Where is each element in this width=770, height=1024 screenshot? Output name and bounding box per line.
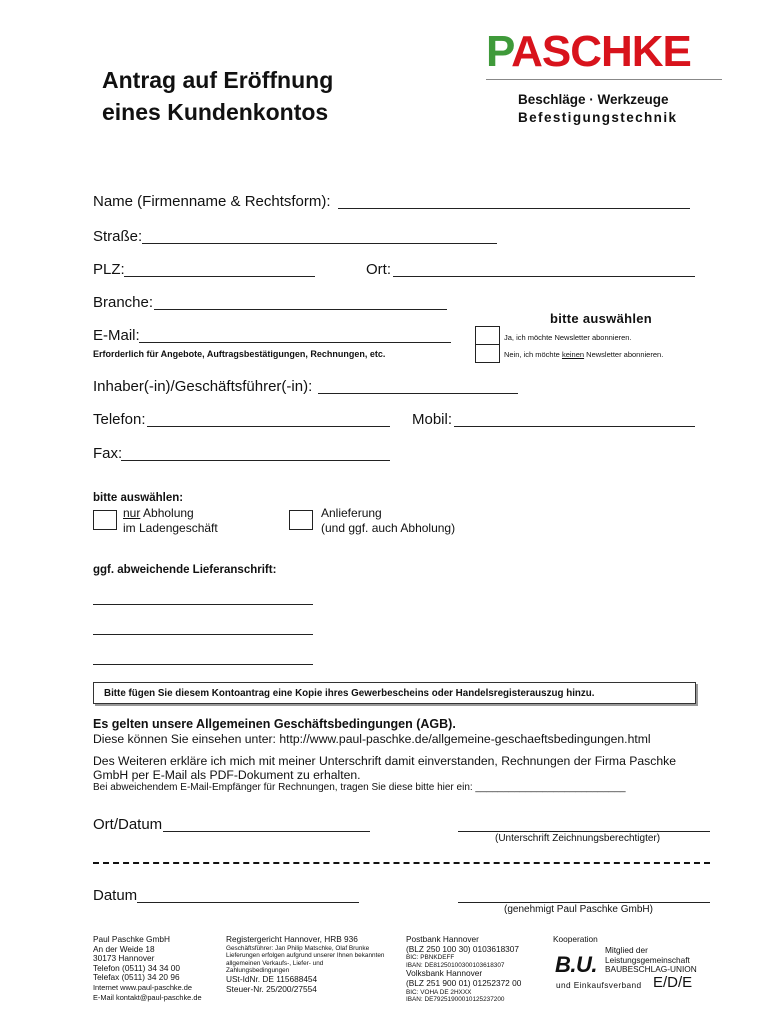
footer-street: An der Weide 18 — [93, 943, 155, 954]
label-inhaber: Inhaber(-in)/Geschäftsführer(-in): — [93, 378, 313, 395]
branche-field[interactable] — [154, 309, 447, 310]
footer-bank1-iban: IBAN: DE81250100300103618307 — [406, 961, 505, 969]
cut-divider — [93, 862, 710, 864]
tagline-2: Befestigungstechnik — [518, 110, 678, 125]
ort-datum-label: Ort/Datum — [93, 816, 163, 833]
footer-bank2-name: Volksbank Hannover — [406, 968, 483, 979]
label-strasse: Straße: — [93, 228, 143, 245]
label-ort: Ort: — [366, 261, 391, 278]
footer-bank1-bic: BIC: PBNKDEFF — [406, 954, 455, 962]
label-mobil: Mobil: — [412, 411, 453, 428]
footer-steuer: Steuer-Nr. 25/200/27554 — [226, 983, 317, 994]
company-signature-caption: (genehmigt Paul Paschke GmbH) — [504, 904, 653, 915]
footer-email: E-Mail kontakt@paul-paschke.de — [93, 992, 202, 1002]
telefon-field[interactable] — [147, 426, 390, 427]
inhaber-field[interactable] — [318, 393, 518, 394]
datum-field[interactable] — [137, 902, 359, 903]
footer-bu-text — [605, 946, 697, 975]
newsletter-yes-checkbox[interactable] — [475, 326, 500, 345]
notice-text: Bitte fügen Sie diesem Kontoantrag eine Kopie ihres Gewerbescheins oder Handelsregisterauszug hinzu. — [104, 688, 595, 699]
agb-heading: Es gelten unsere Allgemeinen Geschäftsbedingungen (AGB). — [93, 717, 456, 731]
alt-address-heading: ggf. abweichende Lieferanschrift: — [93, 564, 277, 576]
newsletter-yes-label: Ja, ich möchte Newsletter abonnieren. — [504, 333, 632, 342]
newsletter-no-keinen: keinen — [561, 350, 585, 359]
footer-city: 30173 Hannover — [93, 953, 155, 964]
footer-bu-line1: Mitglied der — [605, 945, 648, 955]
alt-address-line-2[interactable] — [93, 634, 313, 635]
delivery-shipping-line1: Anlieferung — [321, 506, 382, 520]
name-field[interactable] — [338, 208, 690, 209]
label-plz: PLZ: — [93, 261, 125, 278]
delivery-pickup-line2: im Ladengeschäft — [123, 521, 218, 535]
footer-register-small-4: Zahlungsbedingungen — [226, 967, 290, 975]
footer-register-small-1: Geschäftsführer: Jan Philip Matschke, Olaf Brunke — [226, 944, 370, 952]
newsletter-heading: bitte auswählen — [550, 311, 653, 326]
pdf-consent-line3: Bei abweichendem E-Mail-Empfänger für Rechnungen, tragen Sie diese bitte hier ein: ___________________________ — [93, 782, 626, 793]
tagline-1: Beschläge · Werkzeuge — [518, 92, 669, 107]
logo-p: P — [486, 27, 512, 76]
footer-web: Internet www.paul-paschke.de — [93, 982, 193, 992]
delivery-shipping-line2: (und ggf. auch Abholung) — [321, 521, 456, 535]
ede-logo: E/D/E — [653, 974, 693, 991]
footer-bu-line2: Leistungsgemeinschaft — [605, 954, 690, 965]
datum-label: Datum — [93, 887, 138, 904]
footer-register-court: Registergericht Hannover, HRB 936 — [226, 934, 358, 944]
email-field[interactable] — [139, 342, 451, 343]
footer-ust: USt-IdNr. DE 115688454 — [226, 973, 318, 984]
ort-field[interactable] — [393, 276, 695, 277]
page-title-line1: Antrag auf Eröffnung — [102, 67, 334, 93]
logo-divider — [486, 79, 722, 80]
email-note: Erforderlich für Angebote, Auftragsbestätigungen, Rechnungen, etc. — [93, 349, 386, 359]
newsletter-no-pre: Nein, ich möchte — [504, 350, 562, 359]
delivery-shipping-checkbox[interactable] — [289, 510, 313, 530]
label-fax: Fax: — [93, 445, 123, 462]
delivery-pickup-line1 — [123, 506, 194, 520]
label-branche: Branche: — [93, 294, 154, 311]
fax-field[interactable] — [121, 460, 390, 461]
footer-bank2-account: (BLZ 251 900 01) 01252372 00 — [406, 977, 522, 988]
footer-verband: und Einkaufsverband — [556, 980, 642, 990]
newsletter-no-checkbox[interactable] — [475, 344, 500, 363]
pdf-consent-line2: GmbH per E-Mail als PDF-Dokument zu erhalten. — [93, 768, 361, 782]
ort-datum-field[interactable] — [163, 831, 370, 832]
delivery-pickup-nur: nur — [123, 506, 141, 520]
delivery-pickup-checkbox[interactable] — [93, 510, 117, 530]
delivery-heading: bitte auswählen: — [93, 492, 184, 504]
footer-bank1-name: Postbank Hannover — [406, 934, 479, 944]
plz-field[interactable] — [124, 276, 315, 277]
logo-rest: ASCHKE — [511, 27, 691, 76]
label-name: Name (Firmenname & Rechtsform): — [93, 193, 331, 210]
newsletter-no-post: Newsletter abonnieren. — [584, 350, 664, 359]
footer-register-small-2: Lieferungen erfolgen aufgrund unserer Ihnen bekannten — [226, 952, 385, 960]
footer-fax: Telefax (0511) 34 20 96 — [93, 972, 180, 983]
footer-bu-line3: BAUBESCHLAG-UNION — [605, 964, 697, 975]
footer-bank2-iban: IBAN: DE79251900010125237200 — [406, 996, 505, 1004]
footer-bank2-bic: BIC: VOHA DE 2HXXX — [406, 988, 472, 996]
alt-address-line-3[interactable] — [93, 664, 313, 665]
alt-address-line-1[interactable] — [93, 604, 313, 605]
customer-signature-line[interactable] — [458, 831, 710, 832]
footer-banks — [406, 935, 521, 1004]
bu-logo: B.U. — [555, 952, 597, 977]
paschke-logo — [486, 27, 691, 76]
label-telefon: Telefon: — [93, 411, 146, 428]
label-email: E-Mail: — [93, 327, 140, 344]
company-signature-line[interactable] — [458, 902, 710, 903]
strasse-field[interactable] — [142, 243, 497, 244]
newsletter-no-label — [504, 350, 663, 359]
footer-register — [226, 935, 384, 994]
footer-register-small-3: allgemeinen Verkaufs-, Liefer- und — [226, 959, 324, 967]
footer-kooperation: Kooperation — [553, 934, 598, 944]
delivery-pickup-rest: Abholung — [140, 506, 194, 520]
footer-company — [93, 935, 202, 1002]
footer-phone: Telefon (0511) 34 34 00 — [93, 962, 181, 973]
mobil-field[interactable] — [454, 426, 695, 427]
pdf-consent-line1: Des Weiteren erkläre ich mich mit meiner Unterschrift damit einverstanden, Rechnungen der Firma Paschke — [93, 754, 676, 768]
agb-link-text: Diese können Sie einsehen unter: http://www.paul-paschke.de/allgemeine-geschaeftsbedingungen.html — [93, 732, 651, 746]
customer-signature-caption: (Unterschrift Zeichnungsberechtigter) — [495, 833, 661, 844]
notice-box — [93, 682, 696, 704]
page-title-line2: eines Kundenkontos — [102, 99, 329, 125]
footer-bank1-account: (BLZ 250 100 30) 0103618307 — [406, 943, 520, 954]
footer-company-name: Paul Paschke GmbH — [93, 934, 171, 944]
